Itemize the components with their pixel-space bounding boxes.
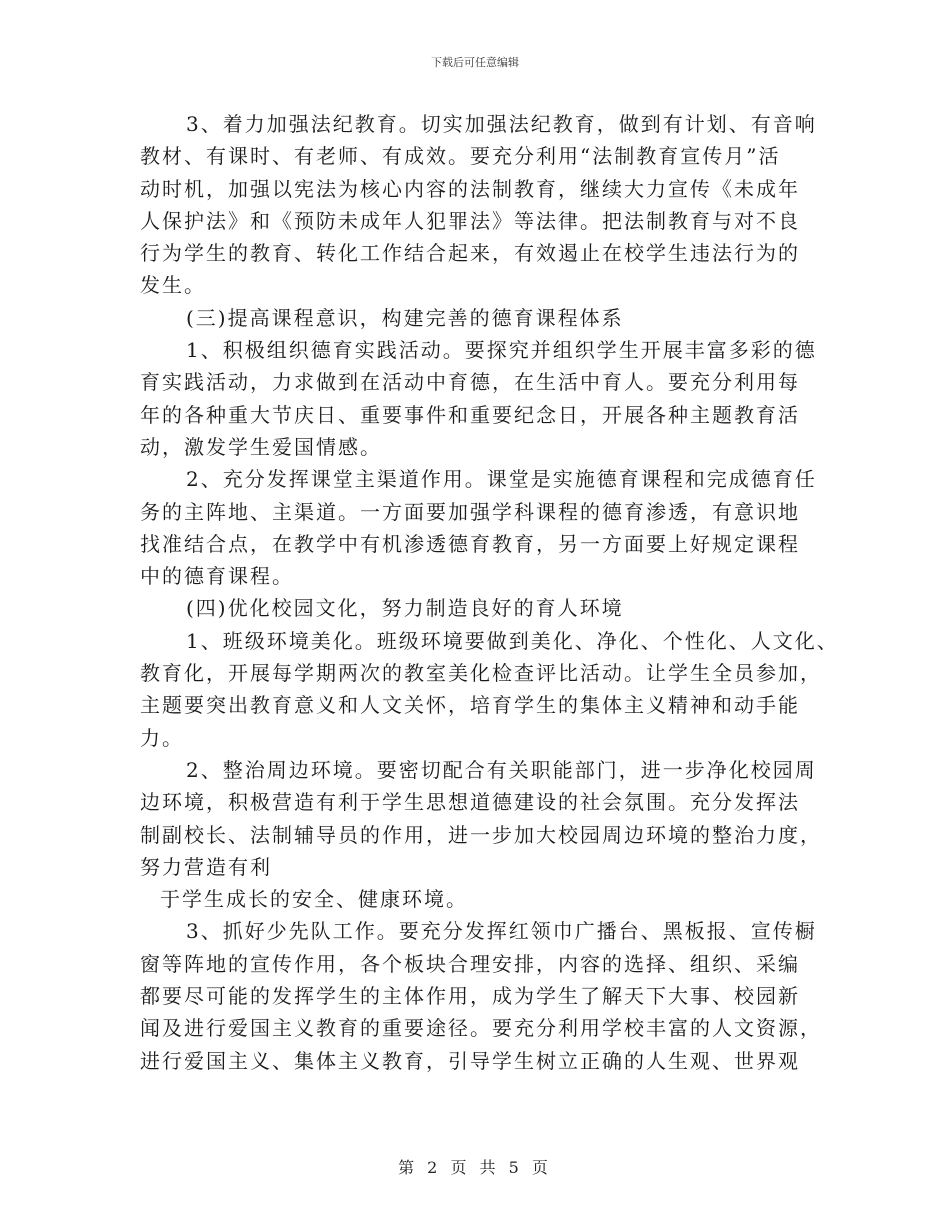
header-note: 下载后可任意编辑 bbox=[431, 56, 519, 69]
text-line: 1、班级环境美化。班级环境要做到美化、净化、个性化、人文化、 bbox=[186, 628, 839, 653]
text-line: 年的各种重大节庆日、重要事件和重要纪念日，开展各种主题教育活 bbox=[140, 402, 800, 427]
text-line: 教材、有课时、有老师、有成效。要充分利用“法制教育宣传月”活 bbox=[140, 144, 781, 169]
text-line: 努力营造有利 bbox=[140, 854, 272, 879]
text-line: 人保护法》和《预防未成年人犯罪法》等法律。把法制教育与对不良 bbox=[140, 208, 800, 233]
text-line: 2、整治周边环境。要密切配合有关职能部门，进一步净化校园周 bbox=[186, 757, 817, 782]
text-line: (四)优化校园文化，努力制造良好的育人环境 bbox=[186, 596, 624, 621]
text-line: 1、积极组织德育实践活动。要探究并组织学生开展丰富多彩的德 bbox=[186, 338, 817, 363]
text-line: 闻及进行爱国主义教育的重要途径。要充分利用学校丰富的人文资源， bbox=[140, 1016, 822, 1041]
text-line: 育实践活动，力求做到在活动中育德，在生活中育人。要充分利用每 bbox=[140, 370, 800, 395]
page-number: 第 2 页 共 5 页 bbox=[398, 1158, 552, 1177]
text-line: 边环境，积极营造有利于学生思想道德建设的社会氛围。充分发挥法 bbox=[140, 790, 800, 815]
text-line: 教育化，开展每学期两次的教室美化检查评比活动。让学生全员参加， bbox=[140, 661, 822, 686]
text-line: 主题要突出教育意义和人文关怀，培育学生的集体主义精神和动手能 bbox=[140, 693, 800, 718]
text-line: 动，激发学生爱国情感。 bbox=[140, 434, 382, 459]
text-line: 力。 bbox=[140, 725, 184, 750]
text-line: 于学生成长的安全、健康环境。 bbox=[160, 887, 468, 912]
text-line: 2、充分发挥课堂主渠道作用。课堂是实施德育课程和完成德育任 bbox=[186, 467, 817, 492]
text-line: 找准结合点，在教学中有机渗透德育教育，另一方面要上好规定课程 bbox=[140, 531, 800, 556]
text-line: 行为学生的教育、转化工作结合起来，有效遏止在校学生违法行为的 bbox=[140, 241, 800, 266]
text-line: 进行爱国主义、集体主义教育，引导学生树立正确的人生观、世界观 bbox=[140, 1048, 800, 1073]
text-line: (三)提高课程意识，构建完善的德育课程体系 bbox=[186, 305, 624, 330]
text-line: 发生。 bbox=[140, 273, 206, 298]
text-line: 务的主阵地、主渠道。一方面要加强学科课程的德育渗透，有意识地 bbox=[140, 499, 800, 524]
text-line: 制副校长、法制辅导员的作用，进一步加大校园周边环境的整治力度， bbox=[140, 822, 822, 847]
text-line: 中的德育课程。 bbox=[140, 564, 294, 589]
text-line: 3、着力加强法纪教育。切实加强法纪教育，做到有计划、有音响 bbox=[186, 112, 817, 136]
text-line: 窗等阵地的宣传作用，各个板块合理安排，内容的选择、组织、采编 bbox=[140, 951, 800, 976]
text-line: 动时机，加强以宪法为核心内容的法制教育，继续大力宣传《未成年 bbox=[140, 176, 800, 201]
text-line: 都要尽可能的发挥学生的主体作用，成为学生了解天下大事、校园新 bbox=[140, 984, 800, 1009]
document-body bbox=[140, 108, 840, 1077]
text-line: 3、抓好少先队工作。要充分发挥红领巾广播台、黑板报、宣传橱 bbox=[186, 919, 817, 944]
